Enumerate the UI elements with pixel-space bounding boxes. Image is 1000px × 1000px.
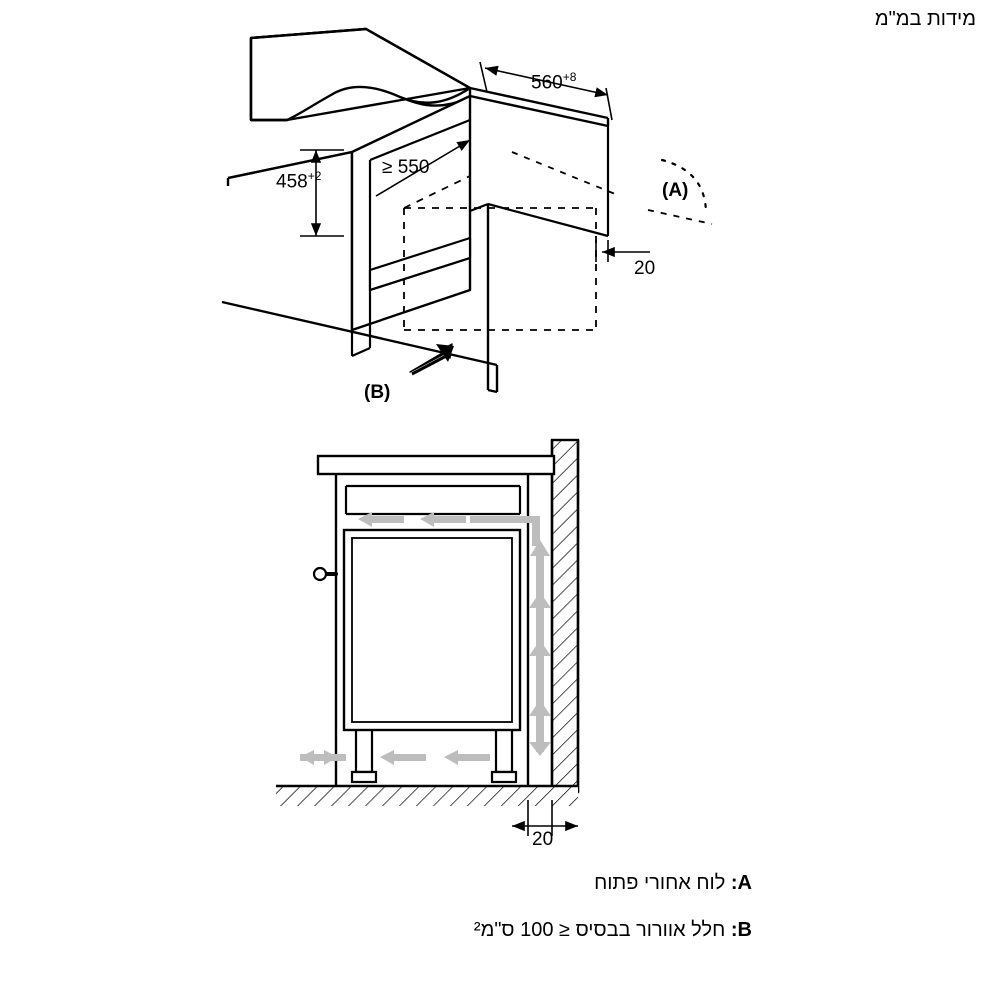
bottom-section-view bbox=[276, 440, 578, 836]
dimension-depth-top: $560^{+8}$ bbox=[531, 70, 577, 94]
dimension-height-left: $458^{+2}$ bbox=[276, 169, 322, 193]
legend-tag-a: A: bbox=[730, 872, 752, 894]
top-perspective-view bbox=[222, 29, 712, 392]
units-note: מידות במ"מ bbox=[874, 8, 976, 30]
callout-b: (B) bbox=[364, 382, 391, 403]
dimension-gap-bottom: 20 bbox=[532, 829, 554, 850]
legend-tag-b: B: bbox=[730, 919, 752, 941]
arrow-up-left-icon bbox=[410, 344, 454, 374]
legend-item-b bbox=[474, 919, 752, 942]
legend-text-a: לוח אחורי פתוח bbox=[594, 872, 726, 894]
legend-text-b: חלל אוורור בבסיס ≤ 100 ס"מ² bbox=[473, 919, 726, 941]
callout-a: (A) bbox=[662, 180, 689, 201]
legend-item-a bbox=[594, 872, 752, 895]
dimension-gap-top: 20 bbox=[634, 258, 656, 279]
dimension-min-depth: ≥ 550 bbox=[382, 157, 430, 178]
